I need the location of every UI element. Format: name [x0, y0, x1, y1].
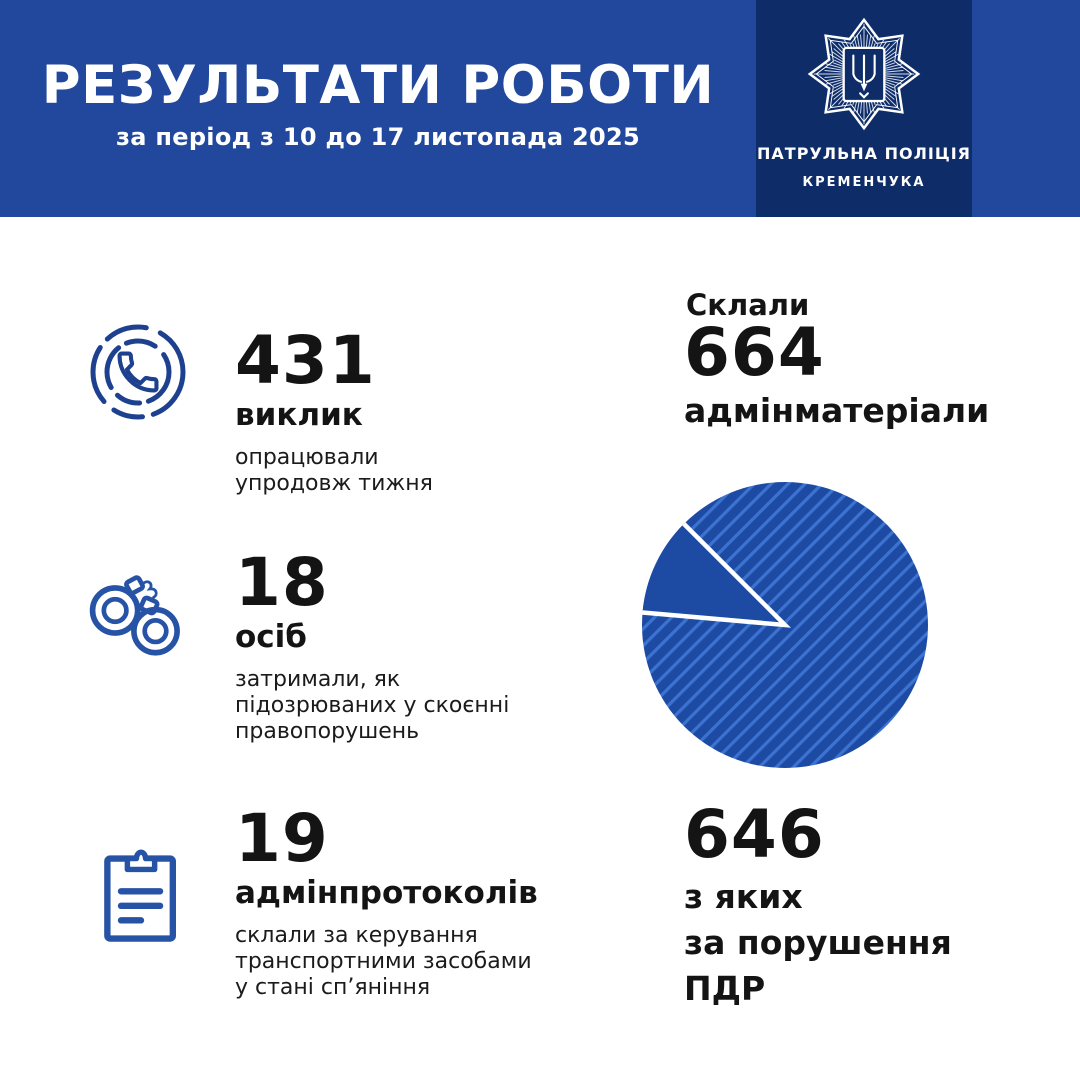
stat-calls-value: 431 [235, 322, 376, 399]
clipboard-icon [100, 844, 182, 944]
desc-line: у стані сп’яніння [235, 974, 431, 1000]
stat-protocols-value: 19 [235, 800, 329, 877]
police-star-icon [804, 14, 924, 134]
page-title: РЕЗУЛЬТАТИ РОБОТИ [41, 55, 715, 116]
stat-detained-label: осіб [235, 619, 307, 655]
desc-line: затримали, як [235, 667, 401, 693]
stat-protocols [235, 800, 538, 1000]
stat-detained-value: 18 [235, 544, 329, 621]
admin-materials-intro: Склали [686, 288, 810, 322]
stat-calls-description [235, 445, 433, 496]
pdr-label [684, 874, 952, 1013]
stat-calls [235, 322, 433, 497]
pdr-label-line: з яких [684, 877, 803, 916]
page-subtitle: за період з 10 до 17 листопада 2025 [115, 122, 641, 151]
handcuffs-icon [86, 570, 194, 666]
stat-protocols-description [235, 923, 538, 1000]
desc-line: опрацювали [235, 445, 379, 471]
pdr-label-line: ПДР [684, 969, 766, 1009]
desc-line: склали за керування [235, 923, 478, 949]
stat-detained [235, 544, 510, 744]
stat-detained-description [235, 667, 509, 744]
org-name: ПАТРУЛЬНА ПОЛІЦІЯ [757, 144, 971, 163]
pdr-label-line: за порушення [684, 923, 952, 963]
desc-line: правопорушень [235, 718, 420, 744]
admin-materials-value: 664 [684, 314, 825, 391]
stat-calls-label: виклик [235, 397, 363, 433]
police-badge-panel [756, 0, 972, 217]
admin-materials-pie-chart [630, 470, 940, 780]
desc-line: підозрюваних у скоєнні [235, 692, 510, 718]
desc-line: упродовж тижня [235, 470, 433, 496]
pdr-value: 646 [684, 796, 825, 873]
stat-protocols-label: адмінпротоколів [235, 875, 538, 911]
pie-chart-svg [630, 470, 940, 780]
desc-line: транспортними засобами [235, 948, 532, 974]
header-text-block [0, 55, 756, 151]
admin-materials-label: адмінматеріали [684, 391, 990, 430]
org-city: КРЕМЕНЧУКА [802, 175, 926, 190]
phone-icon [88, 322, 188, 422]
header-banner [0, 0, 1080, 217]
